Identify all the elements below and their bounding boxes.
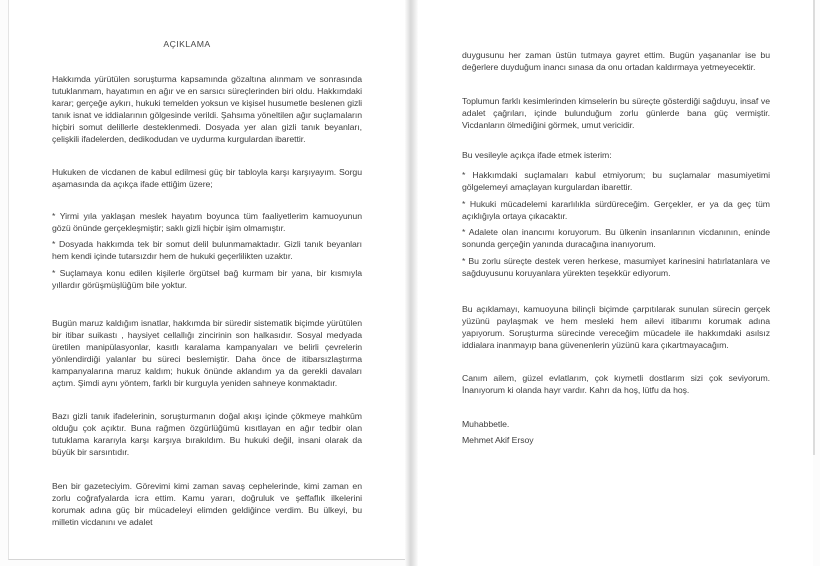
bullet-paragraph: * Yirmi yıla yaklaşan meslek hayatım boyunca tüm faaliyetlerim kamuoyunun gözü önünde gerçekleşmiştir; saklı gizli hiçbir işim olmamıştır.: [52, 211, 362, 233]
bullet-paragraph: * Suçlamaya konu edilen kişilerle örgütsel bağ kurmam bir yana, bir kısmıyla yıllardır görüşmüşlüğüm bile yoktur.: [52, 268, 362, 290]
bullet-paragraph: * Hukuki mücadelemi kararlılıkla sürdüreceğim. Gerçekler, er ya da geç tüm açıklığıyla ortaya çıkacaktır.: [462, 199, 770, 221]
page-gap-divider: [405, 0, 418, 566]
bullet-paragraph: * Dosyada hakkımda tek bir somut delil bulunmamaktadır. Gizli tanık beyanları hem kendi içinde tutarsızdır hem de hukuki geçerlilikten uzaktır.: [52, 239, 362, 261]
paragraph: Hukuken de vicdanen de kabul edilmesi güç bir tabloyla karşı karşıyayım. Sorgu aşamasında da açıkça ifade ettiğim üzere;: [52, 167, 362, 189]
page-edge-line: [813, 0, 815, 455]
signature-name: Mehmet Akif Ersoy: [462, 435, 534, 445]
paragraph: Bu vesileyle açıkça ifade etmek isterim:: [462, 150, 612, 160]
paragraph: Bazı gizli tanık ifadelerinin, soruşturmanın doğal akışı içinde çökmeye mahkûm olduğu çok açıktır. Buna rağmen özgürlüğümü kısıtlayan en ağır tedbir olan tutuklama kararıyla karşı karşıya bırakıldım. Bu hukuki değil, insani olarak da büyük bir sarsıntıdır.: [52, 411, 362, 457]
bullet-paragraph: * Adalete olan inancımı koruyorum. Bu ülkenin insanlarının vicdanının, eninde sonunda gerçeğin yanında duracağına inanıyorum.: [462, 227, 770, 249]
paragraph: Ben bir gazeteciyim. Görevimi kimi zaman savaş cephelerinde, kimi zaman en zorlu coğrafyalarda icra ettim. Kamu yararı, doğruluk ve şeffaflık ilkelerini korumak adına güç bir mücadeleyi elimden geldiğince verdim. Bu ülkeyi, bu milletin vicdanını ve adalet: [52, 481, 362, 527]
paragraph: Hakkımda yürütülen soruşturma kapsamında gözaltına alınmam ve sonrasında tutuklanmam, hayatımın en ağır ve en sarsıcı süreçlerinden biri oldu. Hakkımdaki karar; gerçeğe aykırı, hukuki temelden yoksun ve kişisel husumetle beslenen gizli tanık isnat ve iddialarının gölgesinde verildi. Şahsıma yöneltilen ağır suçlamaların hiçbiri somut delillerle desteklenmedi. Dosyada yer alan gizli tanık beyanları, çelişkili ifadelerden, dedikodudan ve uydurma kurgulardan ibarettir.: [52, 74, 362, 144]
page-2: [418, 0, 813, 566]
paragraph: Canım ailem, güzel evlatlarım, çok kıymetli dostlarım sizi çok seviyorum. İnanıyorum ki olanda hayr vardır. Kahrı da hoş, lütfu da hoş.: [462, 373, 770, 395]
closing-salutation: Muhabbetle.: [462, 419, 510, 429]
paragraph: Bugün maruz kaldığım isnatlar, hakkımda bir süredir sistematik biçimde yürütülen bir itibar suikastı , haysiyet cellallığı zincirinin son halkasıdır. Sosyal medyada üretilen manipülasyonlar, kasıtlı karalama kampanyaları ve belirli çevrelerin yönlendirdiği yalanlar bu süreci beslemiştir. Daha önce de itibarsızlaştırma kampanyalarına maruz kaldım; hukuk önünde aklandım ya da gerekli davaları açtım. Şimdi aynı yöntem, farklı bir kurguyla yeniden sahneye konmaktadır.: [52, 318, 362, 388]
bullet-paragraph: * Hakkımdaki suçlamaları kabul etmiyorum; bu suçlamalar masumiyetimi gölgelemeyi amaçlayan kurgulardan ibarettir.: [462, 170, 770, 192]
bullet-paragraph: * Bu zorlu süreçte destek veren herkese, masumiyet karinesini hatırlatanlara ve sağduyusunu koruyanlara yürekten teşekkür ediyorum.: [462, 256, 770, 278]
document-title: AÇIKLAMA: [163, 39, 211, 49]
paragraph: Bu açıklamayı, kamuoyuna bilinçli biçimde çarpıtılarak sunulan sürecin gerçek yüzünü paylaşmak ve hem mesleki hem ailevi itibarımı korumak adına yapıyorum. Soruşturma sürecinde vereceğim mücadele ile hakkımdaki asılsız iddialara inanmayıp bana güvenenlerin yüzünü kara çıkartmayacağım.: [462, 304, 770, 350]
paragraph: duygusunu her zaman üstün tutmaya gayret ettim. Bugün yaşananlar ise bu değerlere duyduğum inancı sınasa da onu ortadan kaldırmaya yetmeyecektir.: [462, 50, 770, 72]
paragraph: Toplumun farklı kesimlerinden kimselerin bu süreçte gösterdiği sağduyu, insaf ve adalet çağrıları, içinde bulunduğum zorlu günlerde bana güç vermiştir. Vicdanların ölmediğini görmek, umut vericidir.: [462, 96, 770, 130]
page-1: [8, 0, 405, 560]
